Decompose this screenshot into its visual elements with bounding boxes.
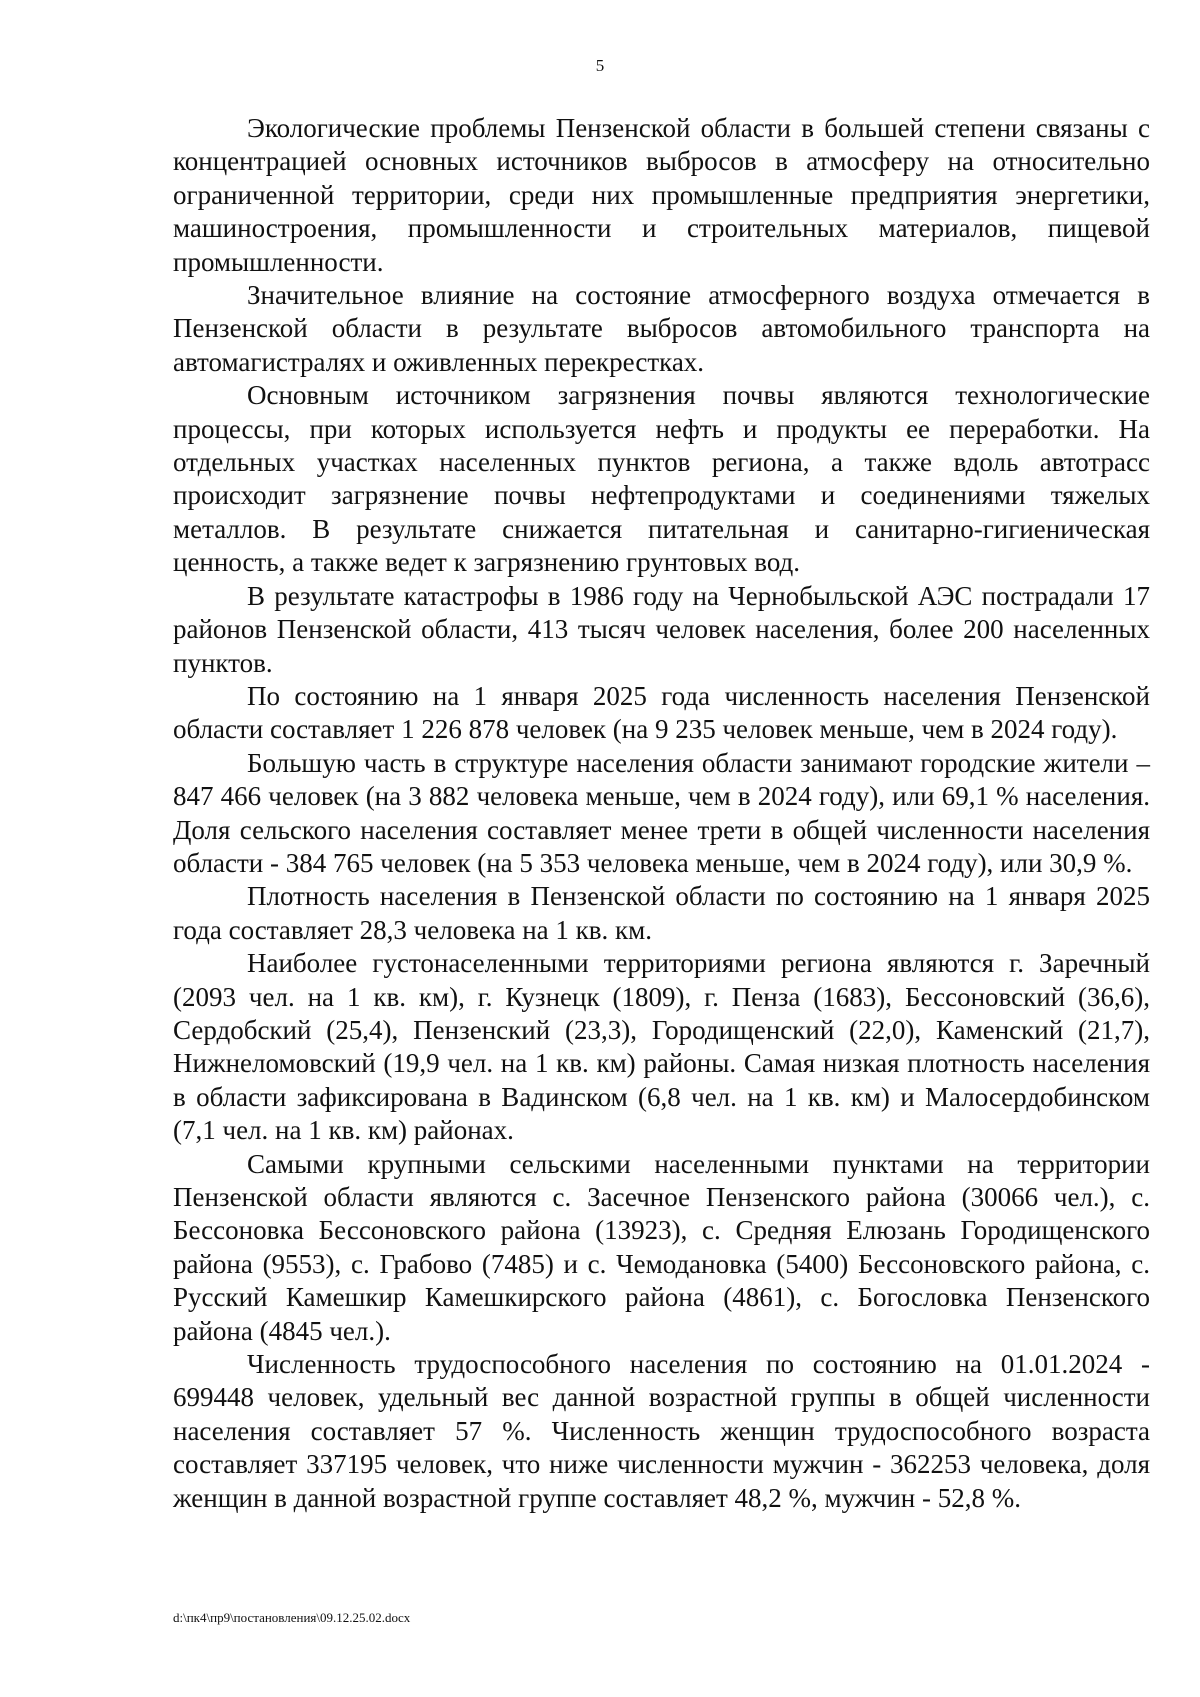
paragraph-ecology-problems: Экологические проблемы Пензенской области в большей степени связаны с концентрацией основных источников выбросов в атмосферу на относительно ограниченной территории, среди них промышленные предприятия энергетики, машиностроения, промышленности и строительных материалов, пищевой промышленности. (173, 113, 1150, 277)
paragraph-dense-territories: Наиболее густонаселенными территориями региона являются г. Заречный (2093 чел. на 1 кв. км), г. Кузнецк (1809), г. Пенза (1683), Бессоновский (36,6), Сердобский (25,4), Пензенский (23,3), Городищенский (22,0), Каменский (21,7), Нижнеломовский (19,9 чел. на 1 кв. км) районы. Самая низкая плотность населения в области зафиксирована в Вадинском (6,8 чел. на 1 кв. км) и Малосердобинском (7,1 чел. на 1 кв. км) районах. (173, 948, 1150, 1146)
paragraph-rural-settlements: Самыми крупными сельскими населенными пунктами на территории Пензенской области являются с. Засечное Пензенского района (30066 чел.), с. Бессоновка Бессоновского района (13923), с. Средняя Елюзань Городищенского района (9553), с. Грабово (7485) и с. Чемодановка (5400) Бессоновского района, с. Русский Камешкир Камешкирского района (4861), с. Богословка Пензенского района (4845 чел.). (173, 1148, 1150, 1346)
page-number: 5 (595, 56, 605, 75)
document-body (173, 112, 1150, 1515)
paragraph-chernobyl: В результате катастрофы в 1986 году на Чернобыльской АЭС пострадали 17 районов Пензенской области, 413 тысяч человек населения, более 200 населенных пунктов. (173, 580, 1150, 678)
paragraph-air-impact: Значительное влияние на состояние атмосферного воздуха отмечается в Пензенской области в результате выбросов автомобильного транспорта на автомагистралях и оживленных перекрестках. (173, 280, 1150, 377)
paragraph-density: Плотность населения в Пензенской области по состоянию на 1 января 2025 года составляет 28,3 человека на 1 кв. км. (173, 881, 1150, 945)
paragraph-urban-rural: Большую часть в структуре населения области занимают городские жители – 847 466 человек (на 3 882 человека меньше, чем в 2024 году), или 69,1 % населения. Доля сельского населения составляет менее трети в общей численности населения области - 384 765 человек (на 5 353 человека меньше, чем в 2024 году), или 30,9 %. (173, 747, 1150, 878)
paragraph-soil-pollution: Основным источником загрязнения почвы являются технологические процессы, при которых используется нефть и продукты ее переработки. На отдельных участках населенных пунктов региона, а также вдоль автотрасс происходит загрязнение почвы нефтепродуктами и соединениями тяжелых металлов. В результате снижается питательная и санитарно-гигиеническая ценность, а также ведет к загрязнению грунтовых вод. (173, 380, 1150, 578)
footer-file-path: d:\пк4\пр9\постановления\09.12.25.02.docx (173, 1610, 411, 1625)
paragraph-population-total: По состоянию на 1 января 2025 года численность населения Пензенской области составляет 1 226 878 человек (на 9 235 человек меньше, чем в 2024 году). (173, 680, 1150, 745)
paragraph-working-population: Численность трудоспособного населения по состоянию на 01.01.2024 - 699448 человек, удельный вес данной возрастной группы в общей численности населения составляет 57 %. Численность женщин трудоспособного возраста составляет 337195 человек, что ниже численности мужчин - 362253 человека, доля женщин в данной возрастной группе составляет 48,2 %, мужчин - 52,8 %. (173, 1349, 1150, 1513)
